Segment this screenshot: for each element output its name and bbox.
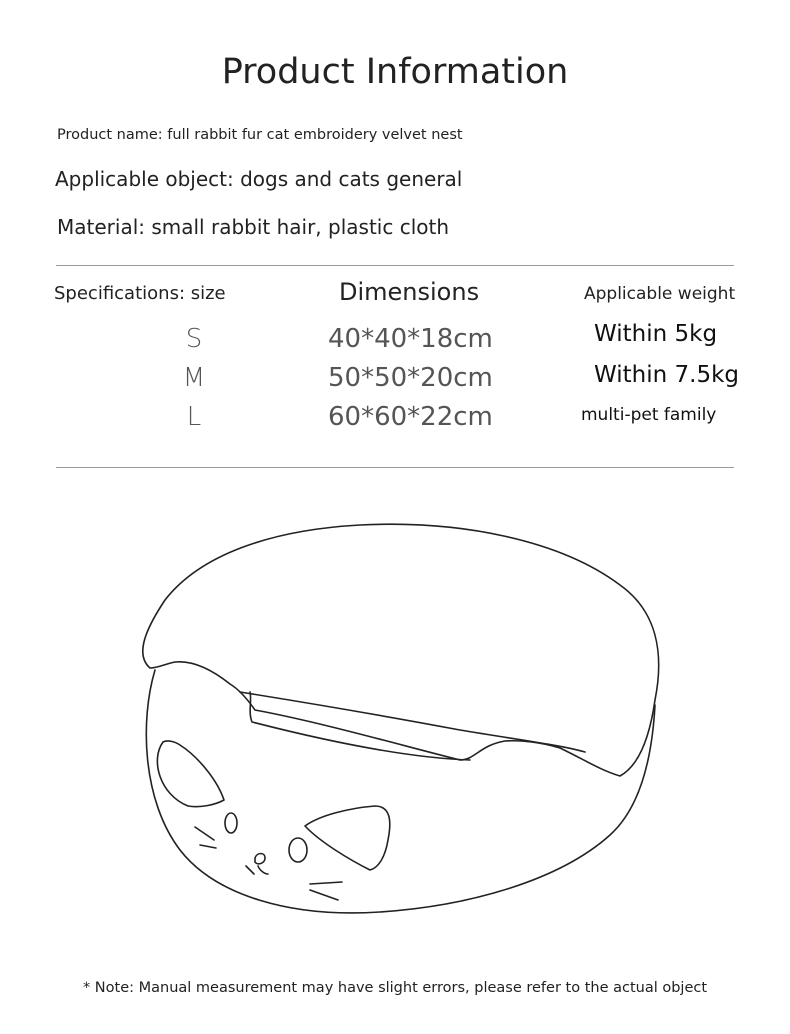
size-m: M (182, 363, 206, 393)
weight-s: Within 5kg (594, 321, 718, 347)
product-name: Product name: full rabbit fur cat embroidery velvet nest (57, 127, 463, 143)
weight-m: Within 7.5kg (594, 362, 739, 388)
material: Material: small rabbit hair, plastic cloth (57, 215, 450, 239)
weight-l: multi-pet family (581, 405, 717, 425)
header-weight: Applicable weight (584, 284, 736, 304)
page-title: Product Information (221, 52, 569, 92)
dimensions-s: 40*40*18cm (328, 324, 493, 354)
divider-bottom (56, 467, 734, 468)
divider-top (56, 265, 734, 266)
applicable-object: Applicable object: dogs and cats general (55, 167, 463, 191)
size-l: L (186, 402, 202, 432)
footnote: * Note: Manual measurement may have slight errors, please refer to the actual object (82, 980, 708, 996)
dimensions-l: 60*60*22cm (328, 402, 493, 432)
dimensions-m: 50*50*20cm (328, 363, 493, 393)
size-s: S (185, 324, 203, 354)
header-size: Specifications: size (54, 283, 226, 304)
cat-bed-illustration (120, 510, 680, 950)
header-dimensions: Dimensions (339, 278, 480, 306)
